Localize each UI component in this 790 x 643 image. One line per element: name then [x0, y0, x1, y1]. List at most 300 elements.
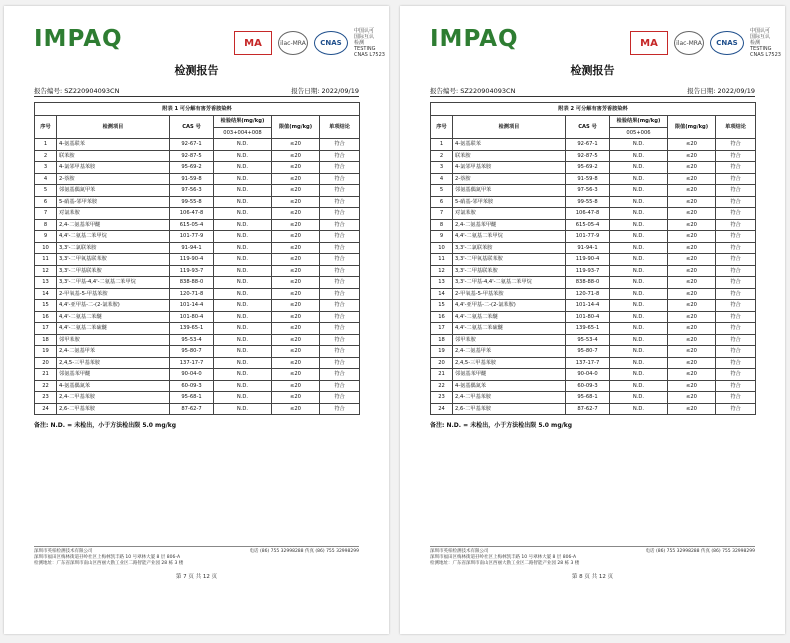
- cell-limit: ≤20: [272, 208, 320, 220]
- cell-seq: 5: [35, 185, 57, 197]
- cell-result: N.D.: [214, 380, 272, 392]
- cell-cas: 101-80-4: [170, 311, 214, 323]
- cell-cas: 95-53-4: [566, 334, 610, 346]
- cell-cas: 120-71-8: [170, 288, 214, 300]
- cell-conclusion: 符合: [716, 173, 756, 185]
- cell-result: N.D.: [214, 357, 272, 369]
- cell-limit: ≤20: [668, 346, 716, 358]
- cell-limit: ≤20: [668, 403, 716, 415]
- cell-seq: 10: [35, 242, 57, 254]
- cell-conclusion: 符合: [716, 196, 756, 208]
- cell-conclusion: 符合: [320, 334, 360, 346]
- footer-company: 深圳市英柏检测技术有限公司: [430, 549, 489, 554]
- table-row: [431, 196, 756, 208]
- cell-limit: ≤20: [668, 392, 716, 404]
- cell-item: 4,4'-亚甲基-二-(2-氯苯胺): [453, 300, 566, 312]
- cell-item: 2,4,5-三甲基苯胺: [453, 357, 566, 369]
- cell-cas: 139-65-1: [566, 323, 610, 335]
- table-body: [431, 139, 756, 415]
- cell-item: 邻甲苯胺: [453, 334, 566, 346]
- cell-seq: 16: [35, 311, 57, 323]
- table-row: [35, 208, 360, 220]
- cell-item: 2-萘胺: [453, 173, 566, 185]
- cell-item: 对氯苯胺: [57, 208, 170, 220]
- cell-result: N.D.: [610, 323, 668, 335]
- cell-seq: 4: [431, 173, 453, 185]
- cell-seq: 9: [431, 231, 453, 243]
- cell-limit: ≤20: [272, 196, 320, 208]
- table-row: [35, 265, 360, 277]
- cell-item: 3,3'-二甲氧基联苯胺: [57, 254, 170, 266]
- cell-item: 4-氯邻甲基苯胺: [453, 162, 566, 174]
- cell-result: N.D.: [214, 242, 272, 254]
- table-row: [35, 392, 360, 404]
- cell-conclusion: 符合: [716, 162, 756, 174]
- table-row: [431, 150, 756, 162]
- cell-conclusion: 符合: [716, 139, 756, 151]
- cell-result: N.D.: [214, 288, 272, 300]
- cell-limit: ≤20: [272, 265, 320, 277]
- cell-limit: ≤20: [272, 185, 320, 197]
- cell-limit: ≤20: [668, 150, 716, 162]
- footer-lab-address: 检测地址：广东省深圳市南山区西丽大勘工业区二路智能产业园 28 栋 3 楼: [34, 561, 184, 566]
- cell-cas: 95-53-4: [170, 334, 214, 346]
- cell-limit: ≤20: [668, 162, 716, 174]
- cell-conclusion: 符合: [716, 380, 756, 392]
- cell-seq: 11: [35, 254, 57, 266]
- header-result: 检验结果(mg/kg): [214, 116, 272, 128]
- cell-result: N.D.: [214, 392, 272, 404]
- cell-result: N.D.: [214, 196, 272, 208]
- cell-seq: 8: [35, 219, 57, 231]
- certification-marks: [630, 28, 781, 58]
- cell-seq: 14: [431, 288, 453, 300]
- footer-lab-address: 检测地址：广东省深圳市南山区西丽大勘工业区二路智能产业园 28 栋 3 楼: [430, 561, 580, 566]
- cell-conclusion: 符合: [716, 334, 756, 346]
- table-row: [431, 300, 756, 312]
- table-row: [431, 242, 756, 254]
- table-row: [431, 208, 756, 220]
- cell-limit: ≤20: [272, 162, 320, 174]
- cell-item: 3,3'-二氯联苯胺: [57, 242, 170, 254]
- cell-cas: 92-87-5: [566, 150, 610, 162]
- cell-cas: 95-68-1: [170, 392, 214, 404]
- cell-cas: 139-65-1: [170, 323, 214, 335]
- sample-id: 003+004+008: [214, 127, 272, 139]
- table-row: [431, 357, 756, 369]
- cell-limit: ≤20: [272, 219, 320, 231]
- header-cas: CAS 号: [170, 116, 214, 139]
- table-row: [35, 254, 360, 266]
- cell-cas: 60-09-3: [170, 380, 214, 392]
- cell-item: 5-硝基-邻甲苯胺: [57, 196, 170, 208]
- cell-result: N.D.: [214, 185, 272, 197]
- cell-seq: 21: [35, 369, 57, 381]
- cell-cas: 119-90-4: [170, 254, 214, 266]
- table-row: [431, 173, 756, 185]
- cell-result: N.D.: [214, 369, 272, 381]
- cell-cas: 92-67-1: [566, 139, 610, 151]
- cell-limit: ≤20: [272, 242, 320, 254]
- table-row: [431, 403, 756, 415]
- cell-limit: ≤20: [272, 323, 320, 335]
- cell-item: 2,6-二甲基苯胺: [453, 403, 566, 415]
- cell-result: N.D.: [610, 242, 668, 254]
- sample-id: 005+006: [610, 127, 668, 139]
- cell-cas: 92-67-1: [170, 139, 214, 151]
- cell-conclusion: 符合: [320, 162, 360, 174]
- cell-conclusion: 符合: [320, 380, 360, 392]
- table-row: [431, 392, 756, 404]
- cell-limit: ≤20: [668, 380, 716, 392]
- cell-conclusion: 符合: [320, 139, 360, 151]
- cell-limit: ≤20: [272, 334, 320, 346]
- cell-seq: 20: [35, 357, 57, 369]
- cell-cas: 99-55-8: [170, 196, 214, 208]
- cell-item: 4,4'-二氨基二苯硫醚: [57, 323, 170, 335]
- header-conclusion: 单项结论: [320, 116, 360, 139]
- cell-result: N.D.: [610, 208, 668, 220]
- table-row: [35, 311, 360, 323]
- cell-result: N.D.: [214, 311, 272, 323]
- cell-limit: ≤20: [668, 231, 716, 243]
- cell-seq: 7: [35, 208, 57, 220]
- cell-item: 2,4-二甲基苯胺: [57, 392, 170, 404]
- cell-conclusion: 符合: [320, 277, 360, 289]
- cell-result: N.D.: [214, 254, 272, 266]
- cell-result: N.D.: [610, 196, 668, 208]
- cell-seq: 20: [431, 357, 453, 369]
- report-meta: [34, 86, 359, 95]
- cell-item: 4-氨基联苯: [453, 139, 566, 151]
- footer-phone: 电话 (86) 755 32998288 传真 (86) 755 32998299: [645, 549, 755, 554]
- report-date: 报告日期: 2022/09/19: [291, 87, 359, 95]
- cell-item: 2,4-二氨基甲苯: [57, 346, 170, 358]
- cell-cas: 95-69-2: [170, 162, 214, 174]
- table-row: [431, 369, 756, 381]
- cell-seq: 1: [431, 139, 453, 151]
- cell-cas: 101-14-4: [170, 300, 214, 312]
- cell-seq: 3: [35, 162, 57, 174]
- cell-conclusion: 符合: [716, 346, 756, 358]
- cell-seq: 9: [35, 231, 57, 243]
- table-row: [35, 403, 360, 415]
- cell-item: 4,4'-二氨基二苯硫醚: [453, 323, 566, 335]
- cell-conclusion: 符合: [320, 311, 360, 323]
- cell-limit: ≤20: [272, 369, 320, 381]
- cell-limit: ≤20: [668, 323, 716, 335]
- cell-result: N.D.: [610, 162, 668, 174]
- cell-conclusion: 符合: [716, 242, 756, 254]
- table-row: [431, 311, 756, 323]
- cell-cas: 119-93-7: [170, 265, 214, 277]
- cell-limit: ≤20: [272, 139, 320, 151]
- table-row: [431, 265, 756, 277]
- cell-item: 2,4,5-三甲基苯胺: [57, 357, 170, 369]
- cell-conclusion: 符合: [320, 357, 360, 369]
- cell-conclusion: 符合: [320, 300, 360, 312]
- cell-result: N.D.: [214, 162, 272, 174]
- table-row: [35, 323, 360, 335]
- cell-cas: 97-56-3: [170, 185, 214, 197]
- cell-conclusion: 符合: [320, 369, 360, 381]
- cell-seq: 18: [431, 334, 453, 346]
- cell-result: N.D.: [214, 139, 272, 151]
- cma-mark: MA: [234, 31, 272, 55]
- cell-cas: 838-88-0: [566, 277, 610, 289]
- cell-seq: 2: [431, 150, 453, 162]
- cell-result: N.D.: [214, 346, 272, 358]
- table-row: [431, 254, 756, 266]
- cell-seq: 16: [431, 311, 453, 323]
- header-seq: 序号: [431, 116, 453, 139]
- header-divider: [430, 96, 755, 97]
- cell-limit: ≤20: [272, 150, 320, 162]
- cell-conclusion: 符合: [320, 150, 360, 162]
- cell-limit: ≤20: [272, 346, 320, 358]
- cell-item: 2,6-二甲基苯胺: [57, 403, 170, 415]
- cell-result: N.D.: [214, 173, 272, 185]
- table-row: [35, 300, 360, 312]
- certification-marks: [234, 28, 385, 58]
- cell-conclusion: 符合: [716, 311, 756, 323]
- report-title: 检测报告: [174, 64, 219, 77]
- cell-seq: 4: [35, 173, 57, 185]
- table-row: [35, 380, 360, 392]
- table-caption: 附表 2 可分解有害芳香胺染料: [431, 103, 756, 116]
- cell-item: 2-萘胺: [57, 173, 170, 185]
- cell-result: N.D.: [610, 300, 668, 312]
- cell-limit: ≤20: [272, 254, 320, 266]
- cell-item: 2-甲氧基-5-甲基苯胺: [57, 288, 170, 300]
- table-row: [35, 139, 360, 151]
- cnas-mark: CNAS: [314, 31, 348, 55]
- cell-conclusion: 符合: [320, 185, 360, 197]
- cell-limit: ≤20: [668, 208, 716, 220]
- cell-cas: 615-05-4: [170, 219, 214, 231]
- cell-seq: 22: [431, 380, 453, 392]
- cell-result: N.D.: [610, 346, 668, 358]
- cell-cas: 87-62-7: [566, 403, 610, 415]
- table-row: [35, 288, 360, 300]
- cell-cas: 90-04-0: [170, 369, 214, 381]
- cell-conclusion: 符合: [716, 231, 756, 243]
- header-limit: 限值(mg/kg): [668, 116, 716, 139]
- cell-result: N.D.: [214, 150, 272, 162]
- ilac-mra-mark: ilac-MRA: [674, 31, 704, 55]
- cell-item: 联苯胺: [453, 150, 566, 162]
- cell-cas: 101-14-4: [566, 300, 610, 312]
- cell-seq: 11: [431, 254, 453, 266]
- table-row: [35, 357, 360, 369]
- table-row: [431, 185, 756, 197]
- cell-item: 4,4'-二氨基二苯甲烷: [57, 231, 170, 243]
- cell-limit: ≤20: [668, 265, 716, 277]
- cell-limit: ≤20: [272, 392, 320, 404]
- table-row: [35, 173, 360, 185]
- cell-seq: 24: [35, 403, 57, 415]
- table-row: [431, 219, 756, 231]
- header-seq: 序号: [35, 116, 57, 139]
- cell-result: N.D.: [214, 277, 272, 289]
- cell-item: 3,3'-二甲基-4,4'-二氨基二苯甲烷: [57, 277, 170, 289]
- table-row: [431, 380, 756, 392]
- brand-logo: IMPAQ: [430, 26, 519, 52]
- cell-seq: 10: [431, 242, 453, 254]
- cnas-accreditation-text: 中国认可 国际互认 检测 TESTING CNAS L7523: [750, 28, 781, 58]
- table-row: [35, 219, 360, 231]
- cell-limit: ≤20: [668, 196, 716, 208]
- cell-cas: 95-80-7: [566, 346, 610, 358]
- cell-cas: 119-93-7: [566, 265, 610, 277]
- footer-address: 深圳市福田区梅林街道孖岭社区上梅林凯丰路 10 号翠林大厦 8 层 806-A: [34, 555, 181, 560]
- cell-limit: ≤20: [668, 277, 716, 289]
- results-table: [430, 102, 756, 415]
- cell-result: N.D.: [610, 185, 668, 197]
- cell-cas: 120-71-8: [566, 288, 610, 300]
- table-row: [35, 185, 360, 197]
- cell-seq: 24: [431, 403, 453, 415]
- cell-limit: ≤20: [668, 254, 716, 266]
- cell-item: 2,4-二甲基苯胺: [453, 392, 566, 404]
- cell-conclusion: 符合: [716, 265, 756, 277]
- cell-conclusion: 符合: [716, 323, 756, 335]
- results-table-wrapper: [430, 102, 755, 415]
- cell-item: 邻氨基偶氮甲苯: [57, 185, 170, 197]
- report-date: 报告日期: 2022/09/19: [687, 87, 755, 95]
- page-number: 第 8 页 共 12 页: [571, 574, 614, 580]
- cell-item: 2-甲氧基-5-甲基苯胺: [453, 288, 566, 300]
- cell-conclusion: 符合: [716, 300, 756, 312]
- results-table: [34, 102, 360, 415]
- cell-limit: ≤20: [668, 139, 716, 151]
- cell-result: N.D.: [214, 265, 272, 277]
- cell-limit: ≤20: [668, 242, 716, 254]
- cell-limit: ≤20: [272, 380, 320, 392]
- header-cas: CAS 号: [566, 116, 610, 139]
- cell-seq: 23: [431, 392, 453, 404]
- footer-divider: [34, 546, 359, 547]
- cell-conclusion: 符合: [320, 254, 360, 266]
- ilac-mra-mark: ilac-MRA: [278, 31, 308, 55]
- cell-conclusion: 符合: [716, 277, 756, 289]
- cell-seq: 7: [431, 208, 453, 220]
- cell-conclusion: 符合: [320, 196, 360, 208]
- table-row: [431, 139, 756, 151]
- table-note: 备注: N.D. = 未检出，小于方法检出限 5.0 mg/kg: [34, 422, 177, 429]
- report-page: [400, 6, 785, 634]
- cell-result: N.D.: [610, 231, 668, 243]
- cell-seq: 6: [35, 196, 57, 208]
- table-row: [35, 150, 360, 162]
- cell-cas: 101-80-4: [566, 311, 610, 323]
- footer-address: 深圳市福田区梅林街道孖岭社区上梅林凯丰路 10 号翠林大厦 8 层 806-A: [430, 555, 577, 560]
- cell-result: N.D.: [610, 392, 668, 404]
- table-body: [35, 139, 360, 415]
- header-conclusion: 单项结论: [716, 116, 756, 139]
- cell-result: N.D.: [214, 334, 272, 346]
- cell-cas: 91-59-8: [566, 173, 610, 185]
- cell-item: 4,4'-二氨基二苯醚: [57, 311, 170, 323]
- table-row: [35, 242, 360, 254]
- cell-seq: 21: [431, 369, 453, 381]
- cell-item: 邻氨基苯甲醚: [453, 369, 566, 381]
- table-row: [431, 231, 756, 243]
- cell-cas: 137-17-7: [170, 357, 214, 369]
- cell-result: N.D.: [214, 403, 272, 415]
- header-item: 检测项目: [453, 116, 566, 139]
- cell-seq: 13: [431, 277, 453, 289]
- cell-result: N.D.: [610, 254, 668, 266]
- cell-item: 3,3'-二甲氧基联苯胺: [453, 254, 566, 266]
- cell-seq: 19: [431, 346, 453, 358]
- cell-conclusion: 符合: [716, 254, 756, 266]
- cell-seq: 17: [35, 323, 57, 335]
- cell-limit: ≤20: [668, 219, 716, 231]
- report-title: 检测报告: [570, 64, 615, 77]
- cell-conclusion: 符合: [320, 346, 360, 358]
- table-row: [431, 288, 756, 300]
- cell-limit: ≤20: [668, 288, 716, 300]
- cell-result: N.D.: [214, 300, 272, 312]
- table-row: [431, 162, 756, 174]
- cell-result: N.D.: [610, 369, 668, 381]
- cell-limit: ≤20: [668, 311, 716, 323]
- cell-seq: 19: [35, 346, 57, 358]
- cell-seq: 12: [35, 265, 57, 277]
- cell-seq: 22: [35, 380, 57, 392]
- cell-item: 3,3'-二甲基-4,4'-二氨基二苯甲烷: [453, 277, 566, 289]
- cell-conclusion: 符合: [716, 219, 756, 231]
- cell-cas: 137-17-7: [566, 357, 610, 369]
- cell-seq: 6: [431, 196, 453, 208]
- cell-cas: 838-88-0: [170, 277, 214, 289]
- cell-conclusion: 符合: [716, 392, 756, 404]
- footer-company: 深圳市英柏检测技术有限公司: [34, 549, 93, 554]
- cell-limit: ≤20: [668, 334, 716, 346]
- cell-item: 2,4-二氨基苯甲醚: [453, 219, 566, 231]
- results-table-wrapper: [34, 102, 359, 415]
- cell-cas: 90-04-0: [566, 369, 610, 381]
- cell-cas: 106-47-8: [170, 208, 214, 220]
- cell-conclusion: 符合: [716, 150, 756, 162]
- cell-result: N.D.: [610, 173, 668, 185]
- cell-item: 4,4'-二氨基二苯醚: [453, 311, 566, 323]
- report-number: 报告编号: SZ220904093CN: [34, 87, 120, 95]
- cell-conclusion: 符合: [716, 208, 756, 220]
- cell-conclusion: 符合: [320, 288, 360, 300]
- cell-seq: 15: [431, 300, 453, 312]
- cell-seq: 8: [431, 219, 453, 231]
- cell-item: 4-氯邻甲基苯胺: [57, 162, 170, 174]
- cell-limit: ≤20: [272, 311, 320, 323]
- cnas-accreditation-text: 中国认可 国际互认 检测 TESTING CNAS L7523: [354, 28, 385, 58]
- cell-item: 3,3'-二甲基联苯胺: [57, 265, 170, 277]
- cell-result: N.D.: [610, 219, 668, 231]
- cell-item: 对氯苯胺: [453, 208, 566, 220]
- cell-cas: 87-62-7: [170, 403, 214, 415]
- cell-cas: 97-56-3: [566, 185, 610, 197]
- cell-limit: ≤20: [272, 173, 320, 185]
- cell-conclusion: 符合: [716, 369, 756, 381]
- table-row: [35, 334, 360, 346]
- cell-conclusion: 符合: [320, 231, 360, 243]
- cell-cas: 101-77-9: [170, 231, 214, 243]
- cell-seq: 2: [35, 150, 57, 162]
- cell-item: 3,3'-二氯联苯胺: [453, 242, 566, 254]
- cell-limit: ≤20: [272, 231, 320, 243]
- cell-result: N.D.: [610, 334, 668, 346]
